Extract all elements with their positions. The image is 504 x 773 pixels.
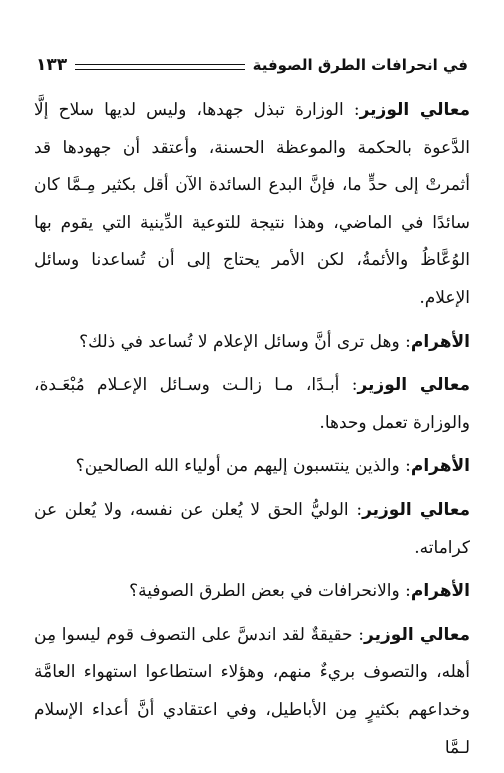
speaker-label: معالي الوزير — [364, 624, 471, 645]
paragraph-text: : الوزارة تبذل جهدها، وليس لديها سلاح إلَّا الدَّعوة بالحكمة والموعظة الحسنة، وأعتقد أن جهودها قد أثمرتْ إلى حدٍّ ما، فإنَّ البدع السائدة الآن أقل بكثير مِـمَّا كان سائدًا في الماضي، وهذا نتيجة للتوعية الدِّينية التي يقوم بها الوُعَّاظُ والأئمةُ، لكن الأمر يحتاج إلى أن تُساعدنا وسائل الإعلام. — [34, 100, 470, 308]
paragraph-2 — [34, 324, 470, 362]
paragraph-3 — [34, 367, 470, 442]
speaker-label: معالي الوزير — [359, 100, 470, 120]
speaker-label: معالي الوزير — [362, 499, 470, 520]
header-rule — [75, 64, 244, 70]
paragraph-text: : الوليُّ الحق لا يُعلن عن نفسه، ولا يُعلن عن كراماته. — [34, 499, 470, 558]
speaker-label: الأهرام — [410, 331, 470, 352]
paragraph-1 — [34, 92, 470, 318]
paragraph-text: : والذين ينتسبون إليهم من أولياء الله الصالحين؟ — [75, 456, 411, 477]
paragraph-text: : والانحرافات في بعض الطرق الصوفية؟ — [129, 581, 411, 602]
speaker-label: الأهرام — [410, 456, 470, 477]
page-header — [36, 52, 468, 78]
paragraph-text: : أبـدًا، مـا زالـت وسـائل الإعـلام مُبْعَـدة، والوزارة تعمل وحدها. — [34, 375, 470, 433]
paragraph-text: : حقيقةٌ لقد اندسَّ على التصوف قوم ليسوا مِن أهله، والتصوف بريءٌ منهم، وهؤلاء استطاعوا استهواء العامَّة وخداعهم بكثيرٍ مِن الأباطيل، وفي اعتقادي أنَّ أعداء الإسلام لـمَّا — [34, 624, 470, 758]
paragraph-5 — [34, 492, 470, 567]
running-title: في انحرافات الطرق الصوفية — [252, 56, 468, 74]
paragraph-text: : وهل ترى أنَّ وسائل الإعلام لا تُساعد في ذلك؟ — [79, 331, 411, 352]
speaker-label: معالي الوزير — [357, 375, 471, 396]
paragraph-7 — [34, 617, 470, 767]
speaker-label: الأهرام — [410, 581, 470, 602]
page-number: ١٣٣ — [36, 55, 68, 75]
page-body — [34, 92, 470, 773]
paragraph-4 — [34, 448, 470, 486]
paragraph-6 — [34, 573, 470, 611]
